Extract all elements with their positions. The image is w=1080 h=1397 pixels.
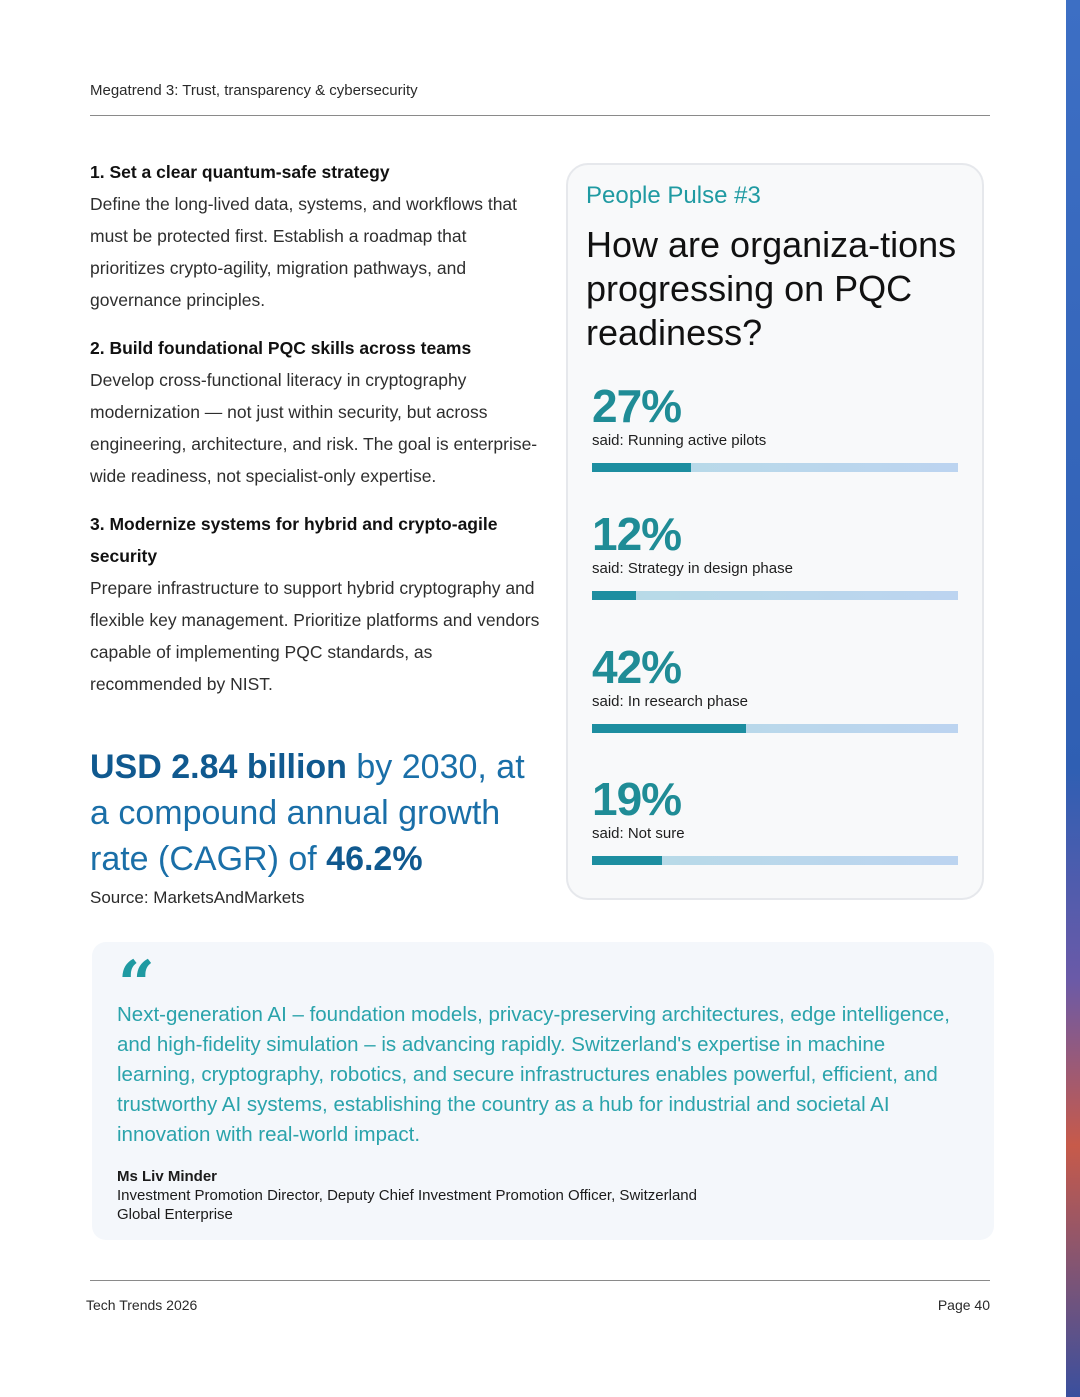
pulse-metric [592, 509, 958, 600]
stat-source: Source: MarketsAndMarkets [90, 888, 305, 907]
step-body: Develop cross-functional literacy in cryptography modernization — not just within security, but across engineering, architecture, and risk. The goal is enterprise-wide readiness, not specialist-only expertise. [90, 370, 538, 486]
metric-bar-track [592, 463, 958, 472]
metric-label: said: Running active pilots [592, 432, 767, 449]
metric-percent: 42% [592, 641, 682, 693]
metric-percent: 27% [592, 380, 682, 432]
pulse-metric [592, 381, 958, 472]
pulse-metric [592, 774, 958, 865]
metric-label: said: In research phase [592, 693, 748, 710]
stat-middle-text: by 2030, at a compound annual growth rate (CAGR) of [90, 748, 525, 878]
step-title: 1. Set a clear quantum-safe strategy [90, 162, 390, 182]
header-divider [90, 115, 990, 116]
metric-label: said: Strategy in design phase [592, 560, 793, 577]
footer-divider [90, 1280, 990, 1281]
running-header: Megatrend 3: Trust, transparency & cybersecurity [90, 82, 418, 99]
quote-text: Next-generation AI – foundation models, privacy-preserving architectures, edge intelligence, and high-fidelity simulation – is advancing rapidly. Switzerland's expertise in machine learning, cryptography, robotics, and secure infrastructures enables powerful, efficient, and trustworthy AI systems, establishing the country as a hub for industrial and societal AI innovation with real-world impact. [117, 1003, 950, 1146]
pulse-metric [592, 642, 958, 733]
quote-author-role: Investment Promotion Director, Deputy Chief Investment Promotion Officer, Switzerland [117, 1187, 697, 1204]
recommendation-step [90, 508, 540, 700]
quote-author-org: Global Enterprise [117, 1206, 233, 1223]
metric-bar-fill [592, 463, 691, 472]
metric-bar-track [592, 724, 958, 733]
recommendations-column [90, 156, 540, 716]
quote-mark-icon: “ [118, 947, 155, 1022]
metric-bar-fill [592, 724, 746, 733]
recommendation-step [90, 332, 540, 492]
people-pulse-card [566, 163, 984, 900]
metric-label: said: Not sure [592, 825, 685, 842]
pulse-title: How are organiza-tions progressing on PQC readiness? [586, 224, 957, 353]
footer-publication: Tech Trends 2026 [86, 1297, 198, 1313]
decorative-edge-strip [1066, 0, 1080, 1397]
metric-bar-track [592, 856, 958, 865]
quote-author-name: Ms Liv Minder [117, 1168, 218, 1185]
pulse-kicker: People Pulse #3 [586, 182, 761, 209]
quote-attribution [117, 1167, 967, 1224]
stat-rate: 46.2% [326, 840, 423, 878]
testimonial-quote-card [92, 942, 994, 1240]
metric-bar-track [592, 591, 958, 600]
recommendation-step [90, 156, 540, 316]
metric-percent: 19% [592, 773, 682, 825]
metric-percent: 12% [592, 508, 682, 560]
footer-page-number: Page 40 [937, 1297, 990, 1313]
step-body: Prepare infrastructure to support hybrid cryptography and flexible key management. Prioritize platforms and vendors capable of implementing PQC standards, as recommended by NIST. [90, 578, 540, 694]
step-title: 3. Modernize systems for hybrid and crypto-agile security [90, 514, 498, 566]
stat-amount: USD 2.84 billion [90, 748, 347, 786]
step-body: Define the long-lived data, systems, and workflows that must be protected first. Establish a roadmap that prioritizes crypto-agility, migration pathways, and governance principles. [90, 194, 518, 310]
metric-bar-fill [592, 591, 636, 600]
market-stat-callout [90, 744, 550, 882]
metric-bar-fill [592, 856, 662, 865]
step-title: 2. Build foundational PQC skills across teams [90, 338, 472, 358]
